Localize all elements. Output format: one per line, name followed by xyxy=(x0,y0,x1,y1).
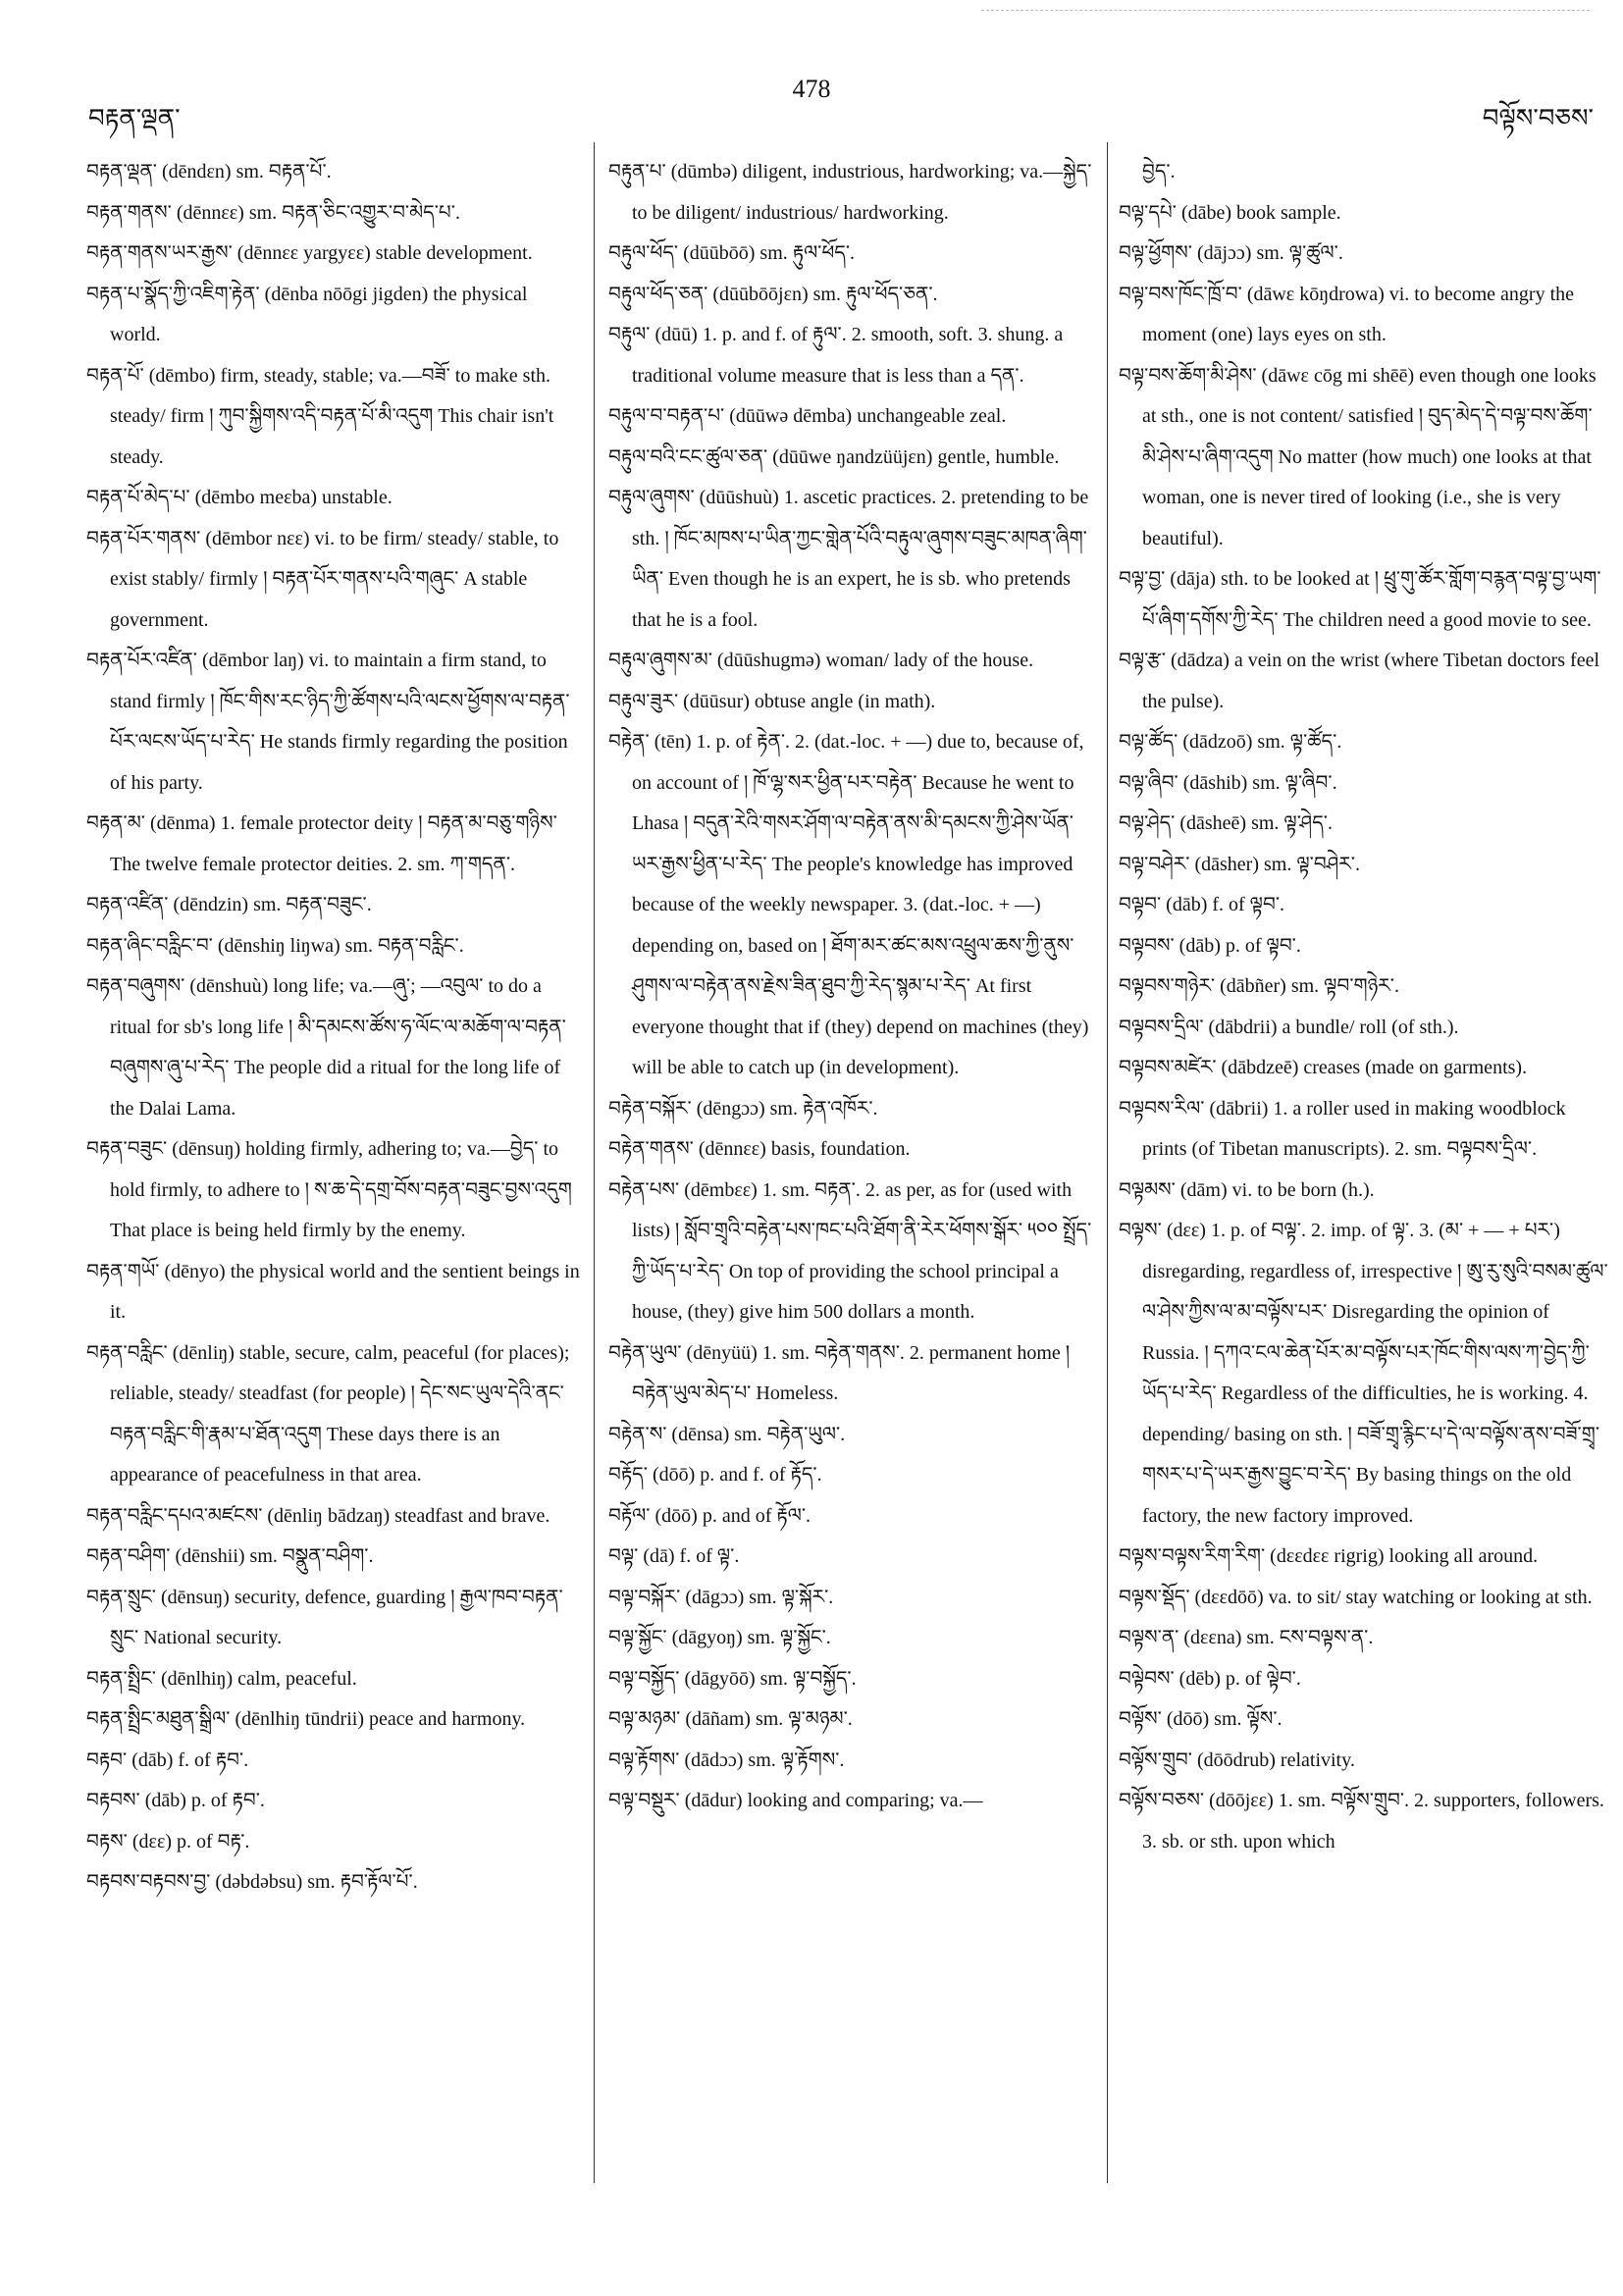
dictionary-entry: བརྟུལ་བ་བརྟན་པ་ (dūūwə dēmba) unchangeable zeal. xyxy=(608,405,1007,427)
dictionary-entry: བརྟུལ་ཞུགས་མ་ (dūūshugmə) woman/ lady of the house. xyxy=(608,650,1034,671)
dictionary-entry: བརྟུལ་ (dūū) 1. p. and f. of རྟུལ་. 2. smooth, soft. 3. shung. a traditional volume measure that is less than a དན་. xyxy=(608,324,1064,387)
dictionary-entry: བརྟེན་ས་ (dēnsa) sm. བརྟེན་ཡུལ་. xyxy=(608,1423,846,1445)
dictionary-entry: བརྟན་གནས་ (dēnnεε) sm. བརྟན་ཅིང་འགྱུར་བ་མེད་པ་. xyxy=(86,201,460,224)
dictionary-entry: བརྟན་པོ་མེད་པ་ (dēmbo meεba) unstable. xyxy=(86,487,393,508)
dictionary-entry: བལྟབས་དྲིལ་ (dābdrii) a bundle/ roll (of sth.). xyxy=(1119,1016,1459,1038)
dictionary-entry: བརྟན་སྲུང་ (dēnsuŋ) security, defence, guarding ། རྒྱལ་ཁབ་བརྟན་སྲུང་ National security. xyxy=(86,1586,563,1648)
dictionary-entry: བལྟ་རྩ་ (dādza) a vein on the wrist (where Tibetan doctors feel the pulse). xyxy=(1119,650,1600,712)
dictionary-entry: བརྟུལ་ཕོད་ཅན་ (dūūbōōjεn) sm. རྟུལ་ཕོད་ཅན་. xyxy=(608,283,938,305)
dictionary-column-left xyxy=(86,152,582,1904)
dictionary-entry: བརྟན་པོར་གནས་ (dēmbor nεε) vi. to be firm/ steady/ stable, to exist stably/ firmly ། བརྟན་པོར་གནས་པའི་གཞུང་ A stable government. xyxy=(86,527,559,631)
dictionary-entry: བརྟན་ཞིང་བརླིང་བ་ (dēnshiŋ liŋwa) sm. བརྟན་བརླིང་. xyxy=(86,934,464,957)
dictionary-entry: བརྟན་སྤྲིང་ (dēnlhiŋ) calm, peaceful. xyxy=(86,1667,357,1690)
dictionary-entry: བལྟབས་ (dāb) p. of ལྟབ་. xyxy=(1119,934,1301,957)
dictionary-entry: བརྟན་བཞུགས་ (dēnshuù) long life; va.—ཞུ་; —འབུལ་ to do a ritual for sb's long life ། མི་དམངས་ཚོས་ཧ་ལོང་ལ་མཆོག་ལ་བརྟན་བཞུགས་ཞུ་པ་རེད་ The people did a ritual for the long life of the Dalai Lama. xyxy=(86,975,566,1120)
dictionary-entry: བརྟན་གནས་ཡར་རྒྱས་ (dēnnεε yargyεε) stable development. xyxy=(86,242,533,264)
dictionary-entry: བལྟ་བཤེར་ (dāsher) sm. ལྟ་བཤེར་. xyxy=(1119,853,1360,875)
dictionary-entry: བརྟན་པ་སྣོད་ཀྱི་འཇིག་རྟེན་ (dēnba nōōgi jigden) the physical world. xyxy=(86,283,528,345)
dictionary-entry: བལྟོས་བཅས་ (dōōjεε) 1. sm. བལྟོས་གྲུབ་. 2. supporters, followers. 3. sb. or sth. upon which xyxy=(1119,1790,1604,1852)
dictionary-entry: བརྟེན་པས་ (dēmbεε) 1. sm. བརྟན་. 2. as per, as for (used with lists) ། སློབ་གྲྭའི་བརྟེན་པས་ཁང་པའི་ཐོག་ནི་རེར་ཕོགས་སྒོར་ ༥༠༠ སྤྲོད་ཀྱི་ཡོད་པ་རེད་ On top of providing the school principal a house, (they) give him 500 dollars a month. xyxy=(608,1178,1092,1323)
right-running-head: བལྟོས་བཅས་ xyxy=(1482,104,1594,133)
dictionary-entry: བརྟན་པོར་འཛིན་ (dēmbor laŋ) vi. to maintain a firm stand, to stand firmly ། ཁོང་གིས་རང་ཉིད་ཀྱི་ཚོགས་པའི་ལངས་ཕྱོགས་ལ་བརྟན་པོར་ལངས་ཡོད་པ་རེད་ He stands firmly regarding the position of his party. xyxy=(86,650,570,794)
dictionary-entry: བརྟེན་ཡུལ་ (dēnyüü) 1. sm. བརྟེན་གནས་. 2. permanent home ། བརྟེན་ཡུལ་མེད་པ་ Homeless. xyxy=(608,1341,1071,1404)
dictionary-entry: བལྟབ་ (dāb) f. of ལྟབ་. xyxy=(1119,894,1285,915)
dictionary-entry: བལྟས་ (dεε) 1. p. of བལྟ་. 2. imp. of ལྟ་. 3. (མ་ + — + པར་) disregarding, regardless of, irrespective ། ཨུ་རུ་སུའི་བསམ་ཚུལ་ལ་ཤེས་ཀྱིས་ལ་མ་བལྟོས་པར་ Disregarding the opinion of Russia. ། དཀའ་ངལ་ཆེན་པོར་མ་བལྟོས་པར་ཁོང་གིས་ལས་ཀ་བྱེད་ཀྱི་ཡོད་པ་རེད་ Regardless of the difficulties, he is working. 4. depending/ basing on sth. ། བཟོ་གྲྭ་རྙིང་པ་དེ་ལ་བལྟོས་ནས་བཟོ་གྲྭ་གསར་པ་དེ་ཡར་རྒྱས་བྱུང་བ་རེད་ By basing things on the old factory, the new factory improved. xyxy=(1119,1220,1608,1527)
page-header xyxy=(0,71,1623,133)
dictionary-entry: བལྟ་བསྐོར་ (dāgɔɔ) sm. ལྟ་སྐོར་. xyxy=(608,1586,834,1608)
dictionary-entry: བརྟེན་ (tēn) 1. p. of རྟེན་. 2. (dat.-loc. + —) due to, because of, on account of ། ཁོ་ལྷ་སར་ཕྱིན་པར་བརྟེན་ Because he went to Lhasa ། བདུན་རེའི་གསར་ཤོག་ལ་བརྟེན་ནས་མི་དམངས་ཀྱི་ཤེས་ཡོན་ཡར་རྒྱས་ཕྱིན་པ་རེད་ The people's knowledge has improved because of the weekly newspaper. 3. (dat.-loc. + —) depending on, based on ། ཐོག་མར་ཚང་མས་འཕྲུལ་ཆས་ཀྱི་ནུས་ཤུགས་ལ་བརྟེན་ནས་རྗེས་ཟིན་ཐུབ་ཀྱི་རེད་སྙམ་པ་རེད་ At first everyone thought that if (they) depend on machines (they) will be able to catch up (in development). xyxy=(608,731,1089,1078)
dictionary-entry: བལྟ་བྱ་ (dāja) sth. to be looked at ། ཕྲུ་གུ་ཚོར་གློག་བརྙན་བལྟ་བྱ་ཡག་པོ་ཞིག་དགོས་ཀྱི་རེད་ The children need a good movie to see. xyxy=(1119,568,1601,631)
column-divider xyxy=(1107,142,1108,2183)
dictionary-entry: བལྟ་དཔེ་ (dābe) book sample. xyxy=(1119,201,1341,224)
dictionary-entry: བརྟབས་བརྟབས་བྱ་ (dəbdəbsu) sm. རྟབ་རྟོལ་པོ་. xyxy=(86,1871,418,1893)
dictionary-column-right xyxy=(1119,152,1609,1862)
page-number: 478 xyxy=(792,75,831,103)
dictionary-entry: བརྟབ་ (dāb) f. of རྟབ་. xyxy=(86,1748,249,1771)
dictionary-column-middle xyxy=(608,152,1099,1822)
column-divider xyxy=(594,142,595,2183)
dictionary-entry: བརྟོད་ (dōō) p. and f. of རྟོད་. xyxy=(608,1464,822,1486)
dictionary-entry: བལྟས་བལྟས་རིག་རིག་ (dεεdεε rigrig) looking all around. xyxy=(1119,1545,1539,1567)
dictionary-entry: བལྟོས་ (dōō) sm. ལྟོས་. xyxy=(1119,1708,1283,1730)
dictionary-entry: བརྟན་བཤིག་ (dēnshii) sm. བསྣུན་བཤིག་. xyxy=(86,1545,374,1567)
dictionary-entry: བརྟས་ (dεε) p. of བརྟ་. xyxy=(86,1830,250,1852)
dictionary-entry: བལྟ་བས་ཆོག་མི་ཤེས་ (dāwε cōg mi shēē) even though one looks at sth., one is not content/ satisfied ། བུད་མེད་དེ་བལྟ་བས་ཆོག་མི་ཤེས་པ་ཞིག་འདུག No matter (how much) one looks at that woman, one is never tired of looking (i.e., she is very beautiful). xyxy=(1119,364,1597,549)
dictionary-entry: བལྟ་ཚོད་ (dādzoō) sm. ལྟ་ཚོད་. xyxy=(1119,731,1342,753)
dictionary-entry: བལྟས་ན་ (dεεna) sm. ངས་བལྟས་ན་. xyxy=(1119,1627,1374,1648)
dictionary-entry: བརྟུན་པ་ (dūmbə) diligent, industrious, hardworking; va.—སྐྱེད་ to be diligent/ industrious/ hardworking. xyxy=(608,161,1092,224)
dictionary-entry: བལྟམས་ (dām) vi. to be born (h.). xyxy=(1119,1178,1375,1201)
dictionary-entry: བརྟན་མ་ (dēnma) 1. female protector deity ། བརྟན་མ་བཅུ་གཉིས་ The twelve female protector deities. 2. sm. ཀ་གདན་. xyxy=(86,812,557,875)
dictionary-entry: བལྟ་ཞིབ་ (dāshib) sm. ལྟ་ཞིབ་. xyxy=(1119,771,1337,794)
dictionary-entry: བལྟེབས་ (dēb) p. of ལྟེབ་. xyxy=(1119,1667,1301,1690)
dictionary-entry: བལྟབས་རིལ་ (dābrii) 1. a roller used in making woodblock prints (of Tibetan manuscripts). 2. sm. བལྟབས་དྲིལ་. xyxy=(1119,1097,1566,1160)
dictionary-entry: བརྟུལ་བའི་ངང་ཚུལ་ཅན་ (dūūwe ŋandzüüjεn) gentle, humble. xyxy=(608,445,1060,468)
dictionary-entry: བརྟན་བརླིང་ (dēnliŋ) stable, secure, calm, peaceful (for places); reliable, steady/ steadfast (for people) ། དེང་སང་ཡུལ་དེའི་ནང་བརྟན་བརླིང་གི་རྣམ་པ་ཐོན་འདུག These days there is an appearance of peacefulness in that area. xyxy=(86,1341,570,1486)
dictionary-entry: བརྟོལ་ (dōō) p. and of རྟོལ་. xyxy=(608,1504,812,1527)
dictionary-entry: བལྟས་སྡོད་ (dεεdōō) va. to sit/ stay watching or looking at sth. xyxy=(1119,1586,1593,1608)
dictionary-entry: བལྟབས་གཉེར་ (dābñer) sm. ལྟབ་གཉེར་. xyxy=(1119,975,1399,997)
dictionary-entry: བལྟ་ (dā) f. of ལྟ་. xyxy=(608,1545,740,1567)
dictionary-entry: བརྟབས་ (dāb) p. of རྟབ་. xyxy=(86,1790,265,1811)
dictionary-entry: བརྟན་གཡོ་ (dēnyo) the physical world and the sentient beings in it. xyxy=(86,1260,580,1323)
dictionary-entry: བརྟེན་བསྐོར་ (dēngɔɔ) sm. རྟེན་འཁོར་. xyxy=(608,1097,878,1120)
dictionary-entry: བརྟན་འཛིན་ (dēndzin) sm. བརྟན་བཟུང་. xyxy=(86,894,372,915)
dictionary-entry: བྱེད་. xyxy=(1142,161,1176,183)
dictionary-entry: བརྟེན་གནས་ (dēnnεε) basis, foundation. xyxy=(608,1138,911,1160)
dictionary-entry: བལྟ་བསྐྱོད་ (dāgyōō) sm. ལྟ་བསྐྱོད་. xyxy=(608,1667,857,1690)
dictionary-entry: བལྟ་ཤེད་ (dāsheē) sm. ལྟ་ཤེད་. xyxy=(1119,812,1333,834)
dictionary-entry: བརྟན་པོ་ (dēmbo) firm, steady, stable; va.—བཟོ་ to make sth. steady/ firm ། ཀུབ་སྐྱིགས་འདི་བརྟན་པོ་མི་འདུག This chair isn't steady. xyxy=(86,364,554,468)
dictionary-entry: བརྟན་བཟུང་ (dēnsuŋ) holding firmly, adhering to; va.—བྱེད་ to hold firmly, to adhere to ། ས་ཆ་དེ་དགྲ་བོས་བརྟན་བཟུང་བྱས་འདུག That place is being held firmly by the enemy. xyxy=(86,1138,572,1241)
dictionary-entry: བརྟུལ་ཞུགས་ (dūūshuù) 1. ascetic practices. 2. pretending to be sth. ། ཁོང་མཁས་པ་ཡིན་ཀྱང་གླེན་པོའི་བརྟུལ་ཞུགས་བཟུང་མཁན་ཞིག་ཡིན་ Even though he is an expert, he is sb. who pretends that he is a fool. xyxy=(608,487,1089,631)
dictionary-entry: བལྟབས་མཛེར་ (dābdzeē) creases (made on garments). xyxy=(1119,1057,1528,1078)
dictionary-entry: བརྟན་ལྡན་ (dēndεn) sm. བརྟན་པོ་. xyxy=(86,161,332,183)
dictionary-entry: བལྟོས་གྲུབ་ (dōōdrub) relativity. xyxy=(1119,1748,1355,1771)
dictionary-entry: བལྟ་མཉམ་ (dāñam) sm. ལྟ་མཉམ་. xyxy=(608,1708,853,1730)
dictionary-entry: བརྟན་སྤྲིང་མཐུན་སྒྲིལ་ (dēnlhiŋ tūndrii) peace and harmony. xyxy=(86,1708,526,1730)
dictionary-entry: བརྟུལ་ཟུར་ (dūūsur) obtuse angle (in math). xyxy=(608,690,936,712)
dictionary-entry: བརྟུལ་ཕོད་ (dūūbōō) sm. རྟུལ་ཕོད་. xyxy=(608,242,856,264)
dictionary-entry: བལྟ་བས་ཁོང་ཁྲོ་བ་ (dāwε kōŋdrowa) vi. to become angry the moment (one) lays eyes on sth. xyxy=(1119,283,1575,345)
left-running-head: བརྟན་ལྡན་ xyxy=(88,104,181,133)
top-scan-line xyxy=(981,10,1590,11)
dictionary-entry: བརྟན་བརླིང་དཔའ་མཛངས་ (dēnliŋ bādzaŋ) steadfast and brave. xyxy=(86,1504,550,1527)
dictionary-entry: བལྟ་ཕྱོགས་ (dājɔɔ) sm. ལྟ་ཚུལ་. xyxy=(1119,242,1343,264)
dictionary-entry: བལྟ་སྐྱོང་ (dāgyoŋ) sm. ལྟ་སྐྱོང་. xyxy=(608,1627,831,1648)
dictionary-entry: བལྟ་བསྡུར་ (dādur) looking and comparing; va.— xyxy=(608,1790,983,1811)
dictionary-entry: བལྟ་རྟོགས་ (dādɔɔ) sm. ལྟ་རྟོགས་. xyxy=(608,1748,845,1771)
